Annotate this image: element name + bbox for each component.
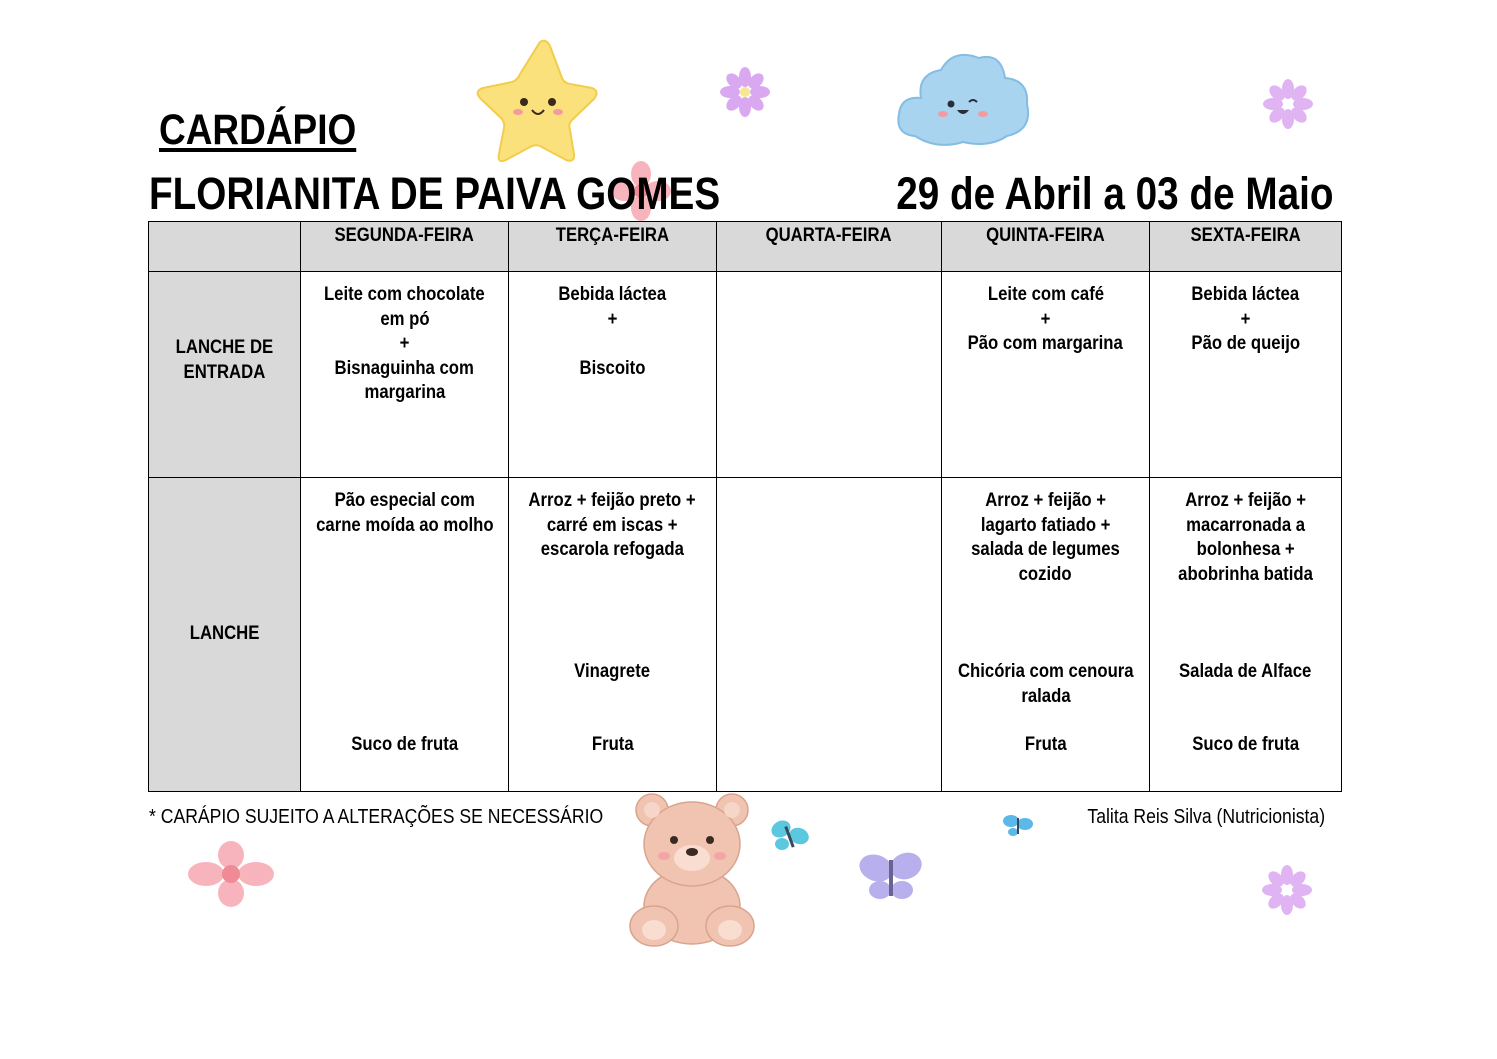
row-label-line: LANCHE [189, 623, 260, 645]
menu-line: ralada [1020, 685, 1071, 707]
menu-cell [717, 272, 942, 478]
menu-line: Salada de Alface [1179, 661, 1312, 682]
menu-line: Arroz + feijão + [1185, 490, 1306, 511]
menu-item-side [942, 660, 1149, 709]
menu-line: Pão de queijo [1191, 333, 1300, 354]
menu-line: bolonhesa + [1196, 539, 1295, 560]
menu-line: Bisnaguinha com [334, 357, 475, 379]
menu-line: Leite com chocolate [324, 284, 485, 305]
day-header: TERÇA-FEIRA [509, 222, 717, 272]
lavender-butterfly-icon [858, 846, 924, 906]
menu-item-main [301, 489, 508, 538]
menu-line: Pão especial com [334, 490, 475, 511]
menu-line: Chicória com cenoura [957, 661, 1134, 682]
menu-item-drink [509, 733, 716, 758]
table-row [149, 478, 1342, 792]
menu-line: + [399, 333, 410, 354]
cloud-sticker [893, 44, 1035, 154]
menu-line: lagarto fatiado + [980, 514, 1111, 536]
menu-line: Suco de fruta [351, 734, 458, 755]
menu-cell [509, 478, 717, 792]
menu-cell [942, 478, 1150, 792]
row-label [149, 272, 301, 478]
menu-cell [942, 272, 1150, 478]
menu-line: Fruta [1024, 734, 1067, 755]
menu-line: Bebida láctea [1191, 284, 1300, 305]
menu-line: escarola refogada [540, 539, 685, 560]
menu-line: salada de legumes [971, 539, 1120, 560]
menu-line: + [607, 308, 618, 330]
menu-line [509, 332, 716, 357]
menu-line: margarina [364, 382, 445, 403]
menu-item-drink [942, 733, 1149, 758]
school-name: FLORIANITA DE PAIVA GOMES [149, 168, 721, 219]
menu-line: Vinagrete [574, 661, 651, 682]
day-header: SEXTA-FEIRA [1150, 222, 1342, 272]
menu-line: Leite com café [987, 284, 1104, 305]
menu-line: + [1040, 308, 1051, 330]
menu-line: Fruta [591, 734, 634, 755]
pink-flower-icon [188, 840, 274, 908]
row-label [149, 478, 301, 792]
day-header: QUINTA-FEIRA [942, 222, 1150, 272]
menu-line: Pão com margarina [967, 333, 1124, 354]
menu-line: Biscoito [579, 357, 646, 379]
menu-cell [301, 478, 509, 792]
menu-line: abobrinha batida [1178, 563, 1313, 585]
menu-line: carré em iscas + [547, 514, 678, 536]
table-header-row [149, 222, 1342, 272]
menu-item-main [942, 489, 1149, 587]
blue-butterfly-icon [770, 818, 810, 856]
menu-line: + [1240, 308, 1251, 330]
menu-line: em pó [379, 308, 430, 330]
lilac-flower-icon [1262, 78, 1314, 130]
menu-cell [717, 478, 942, 792]
lilac-flower-icon [1261, 864, 1313, 916]
menu-item-side [509, 660, 716, 685]
menu-item-main [1150, 489, 1341, 587]
menu-line: Arroz + feijão preto + [528, 490, 697, 511]
menu-line: carne moída ao molho [315, 514, 494, 536]
corner-cell [149, 222, 301, 272]
table-row [149, 272, 1342, 478]
blue-butterfly-icon [1002, 812, 1034, 840]
menu-cell [1150, 478, 1342, 792]
row-label-line: ENTRADA [183, 361, 266, 383]
menu-line: macarronada a [1186, 514, 1305, 536]
day-header: QUARTA-FEIRA [717, 222, 942, 272]
menu-cell [301, 272, 509, 478]
menu-item-main [942, 283, 1149, 357]
menu-cell [1150, 272, 1342, 478]
footnote: * CARÁPIO SUJEITO A ALTERAÇÕES SE NECESSÁRIO [149, 806, 604, 828]
date-range: 29 de Abril a 03 de Maio [896, 168, 1334, 219]
menu-table [148, 221, 1342, 792]
day-header: SEGUNDA-FEIRA [301, 222, 509, 272]
page-title: CARDÁPIO [159, 106, 357, 154]
menu-item-drink [1150, 733, 1341, 758]
menu-item-main [301, 283, 508, 406]
nutritionist-signature: Talita Reis Silva (Nutricionista) [1087, 806, 1325, 828]
menu-item-side [1150, 660, 1341, 685]
menu-cell [509, 272, 717, 478]
menu-item-main [509, 283, 716, 381]
teddy-bear-sticker [624, 788, 760, 948]
menu-item-drink [301, 733, 508, 758]
menu-line: cozido [1019, 563, 1072, 585]
menu-item-main [1150, 283, 1341, 357]
lilac-flower-icon [719, 66, 771, 118]
row-label-line: LANCHE DE [175, 337, 274, 358]
menu-line: Suco de fruta [1192, 734, 1299, 755]
menu-line: Arroz + feijão + [985, 490, 1106, 511]
star-sticker [468, 36, 600, 166]
menu-line: Bebida láctea [558, 284, 667, 305]
menu-item-main [509, 489, 716, 563]
